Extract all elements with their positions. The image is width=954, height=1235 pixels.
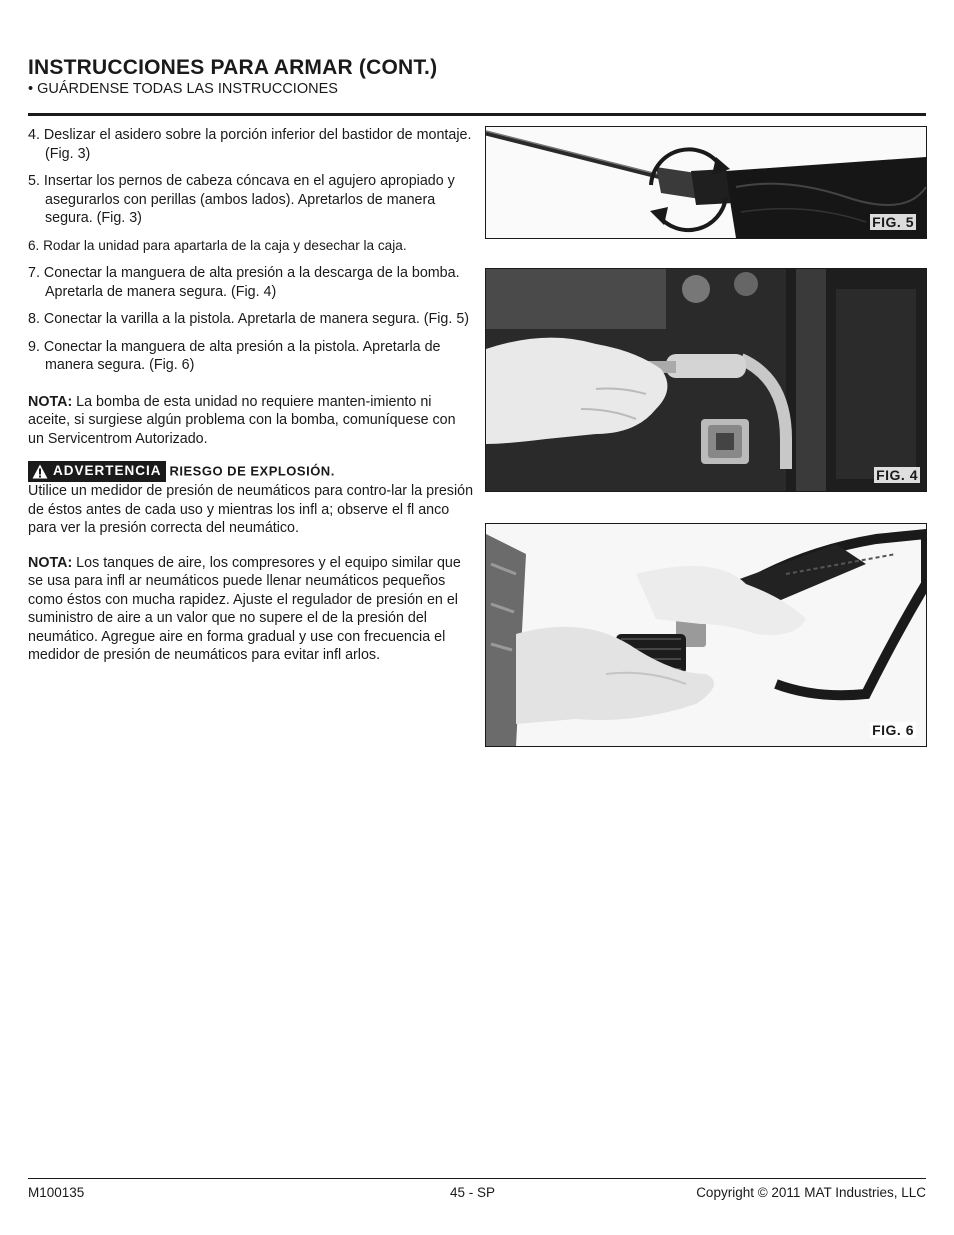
note-maintenance: [28, 393, 474, 449]
copyright: Copyright © 2011 MAT Industries, LLC: [696, 1185, 926, 1200]
page-title: INSTRUCCIONES PARA ARMAR (CONT.): [28, 56, 438, 79]
note-air-pressure: [28, 554, 474, 665]
footer-divider: [28, 1178, 926, 1179]
note-label: NOTA:: [28, 554, 73, 571]
page-number: 45 - SP: [450, 1185, 496, 1200]
figure-4-label: FIG. 4: [876, 467, 918, 483]
warning-text: Utilice un medidor de presión de neumáticos para contro-lar la presión de éstos antes de cada uso y mientras los infl a; observe el fl anco para ver la presión correcta del neumático.: [28, 483, 474, 536]
instructions-column: [28, 126, 474, 665]
figure-5: [485, 126, 927, 239]
figure-6-label: FIG. 6: [872, 722, 914, 738]
note-text: La bomba de esta unidad no requiere manten-imiento ni aceite, si surgiese algún problema con la bomba, comuníquese con un Servicentrom Autorizado.: [28, 393, 456, 447]
warning-triangle-icon: [32, 464, 48, 479]
step-7: 7. Conectar la manguera de alta presión a la descarga de la bomba. Apretarla de manera segura. (Fig. 4): [28, 265, 460, 300]
page-subtitle: • GUÁRDENSE TODAS LAS INSTRUCCIONES: [28, 81, 338, 97]
step-8: 8. Conectar la varilla a la pistola. Apretarla de manera segura. (Fig. 5): [28, 311, 470, 327]
pump-hose-photo: [486, 269, 926, 491]
header-divider: [28, 113, 926, 116]
note-label: NOTA:: [28, 393, 73, 410]
warning-badge-label: ADVERTENCIA: [53, 462, 162, 478]
step-9: 9. Conectar la manguera de alta presión a la pistola. Apretarla de manera segura. (Fig. 6): [28, 338, 441, 373]
step-5: 5. Insertar los pernos de cabeza cóncava en el agujero apropiado y asegurarlos con perillas (ambos lados). Apretarlos de manera segura. (Fig. 3): [28, 173, 455, 226]
document-number: M100135: [28, 1185, 85, 1200]
figure-6: [485, 523, 927, 747]
gun-hose-photo: [486, 524, 926, 746]
step-6: 6. Rodar la unidad para apartarla de la caja y desechar la caja.: [28, 237, 407, 253]
wand-connection-photo: [486, 127, 926, 238]
figure-5-label: FIG. 5: [872, 214, 914, 230]
warning-heading-line: [28, 461, 474, 482]
step-4: 4. Deslizar el asidero sobre la porción inferior del bastidor de montaje. (Fig. 3): [28, 127, 472, 162]
warning-badge: [28, 461, 166, 482]
figure-4: [485, 268, 927, 492]
note-text: Los tanques de aire, los compresores y el equipo similar que se usa para infl ar neumáticos puede llenar neumáticos pequeños como éstos con mucha rapidez. Ajuste el regulador de presión en el suministro de aire a un valor que no supere el de la presión del neumático. Agregue aire en forma gradual y use con frecuencia el medidor de presión de neumáticos para evitar infl arlos.: [28, 554, 461, 663]
warning-heading: RIESGO DE EXPLOSIÓN.: [169, 463, 335, 479]
